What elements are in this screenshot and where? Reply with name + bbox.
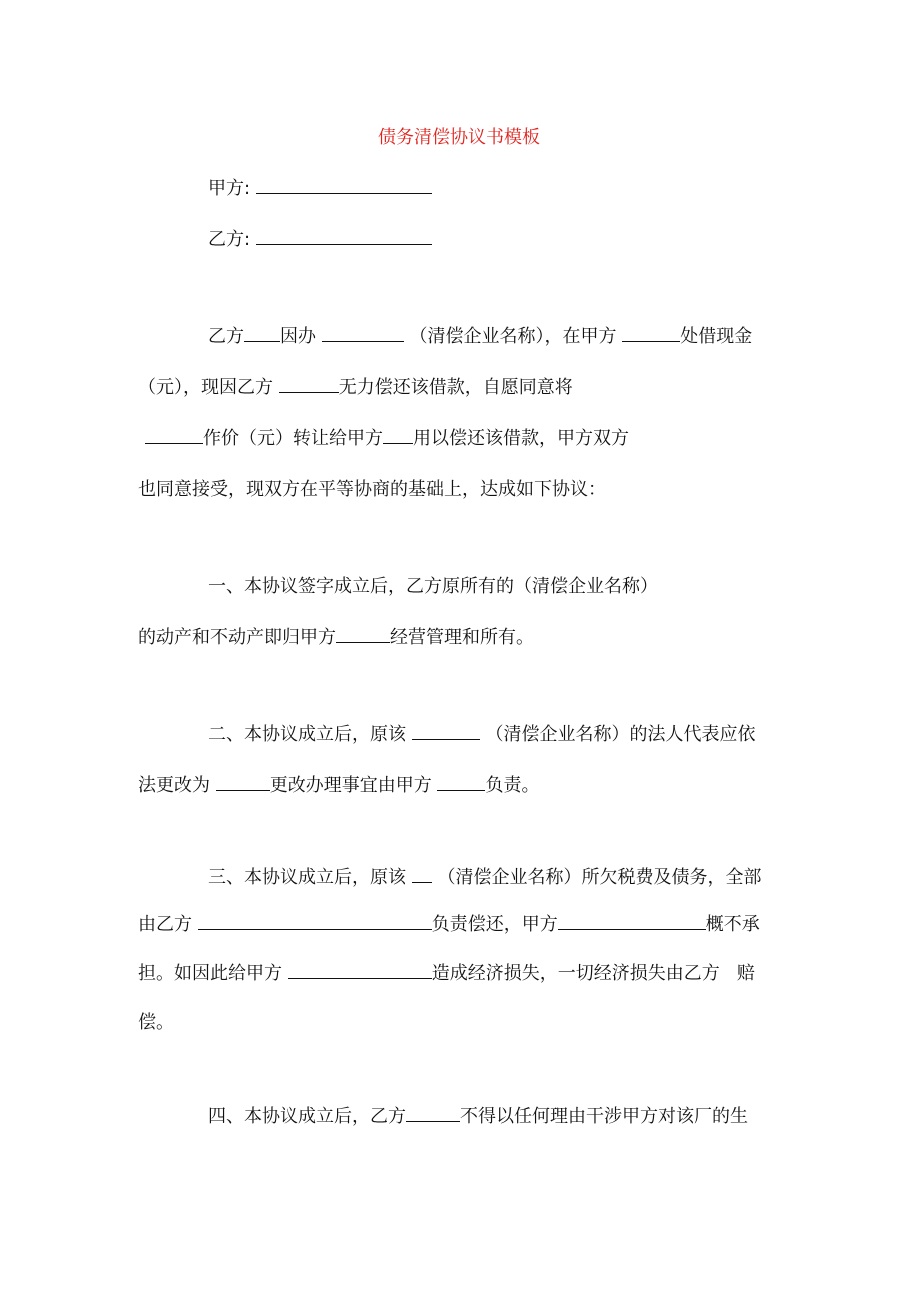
clause-2-line-2: 法更改为 更改办理事宜由甲方 负责。 [138, 775, 540, 796]
party-b-line [208, 228, 432, 252]
clause-3-line-3: 担。如因此给甲方 造成经济损失，一切经济损失由乙方 赔 [138, 963, 755, 984]
party-b-label: 乙方: [208, 229, 251, 250]
intro-line-4: 也同意接受，现双方在平等协商的基础上，达成如下协议： [138, 479, 606, 500]
party-b-blank [256, 228, 432, 245]
clause-1-line-1: 一、本协议签字成立后，乙方原所有的（清偿企业名称） [208, 576, 658, 597]
intro-line-1: 乙方 因办 （清偿企业名称），在甲方 处借现金 [208, 326, 753, 347]
party-a-line [208, 177, 432, 201]
clause-3-line-1: 三、本协议成立后，原该 （清偿企业名称）所欠税费及债务，全部 [208, 867, 762, 888]
party-a-label: 甲方: [208, 178, 251, 199]
intro-line-2: （元），现因乙方 无力偿还该借款，自愿同意将 [138, 377, 573, 398]
clause-3-line-4: 偿。 [138, 1012, 174, 1033]
clause-2-line-1: 二、本协议成立后，原该 （清偿企业名称）的法人代表应依 [208, 724, 756, 745]
party-a-blank [256, 177, 432, 194]
document-title: 债务清偿协议书模板 [378, 127, 540, 148]
clause-1-line-2: 的动产和不动产即归甲方 经营管理和所有。 [138, 627, 534, 648]
clause-3-line-2: 由乙方 负责偿还，甲方 概不承 [138, 914, 760, 935]
clause-4-line-1: 四、本协议成立后，乙方 不得以任何理由干涉甲方对该厂的生 [208, 1106, 748, 1127]
intro-line-3: 作价（元）转让给甲方 用以偿还该借款，甲方双方 [145, 427, 629, 451]
